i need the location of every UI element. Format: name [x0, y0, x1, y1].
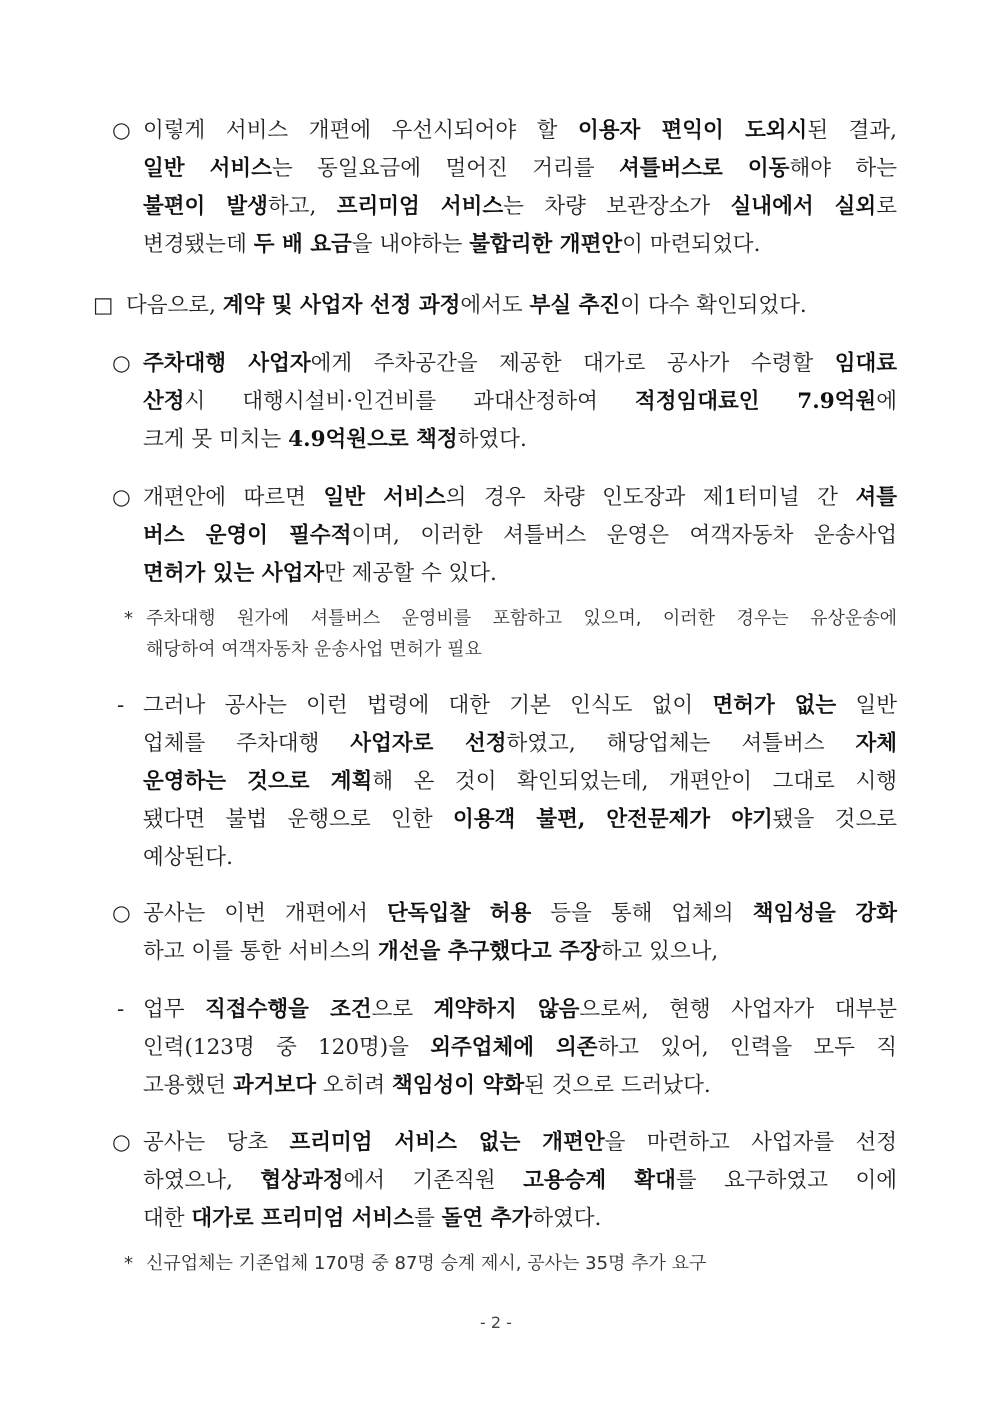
text-run: 됐다면 불법 운행으로 인한 — [143, 807, 453, 832]
text-run: 을 내야하는 — [351, 232, 470, 257]
bold-text: 불편이 발생 — [143, 194, 268, 219]
bold-text: 버스 운영이 필수적 — [143, 523, 352, 548]
bold-text: 계약 및 사업자 선정 과정 — [222, 293, 461, 318]
text-run: 에서 기존직원 — [343, 1168, 524, 1193]
section-contract-selection — [93, 287, 889, 325]
text-run: 됐을 것으로 — [772, 807, 897, 832]
bold-text: 셔틀버스로 이동 — [618, 156, 790, 181]
bold-text: 사업자로 선정 — [350, 731, 507, 756]
text-run: 개편안에 따르면 — [143, 485, 324, 510]
text-run: 으로써, 현행 사업자가 대부분 — [579, 997, 897, 1022]
bold-text: 프리미엄 서비스 — [336, 194, 504, 219]
text-line — [143, 555, 897, 593]
circle-bullet: ○ — [112, 1130, 131, 1155]
text-run: 신규업체는 기존업체 170명 중 87명 승계 제시, 공사는 35명 추가 요구 — [146, 1253, 707, 1274]
text-run: 하였다. — [457, 427, 527, 452]
text-run: 하였고, 해당업체는 셔틀버스 — [506, 731, 856, 756]
text-run: 크게 못 미치는 — [143, 427, 289, 452]
text-run: 만 제공할 수 있다. — [324, 561, 497, 586]
bold-text: 임대료 — [834, 351, 898, 376]
circle-bullet: ○ — [112, 901, 131, 926]
text-line — [143, 725, 897, 763]
bold-text: 돌연 추가 — [441, 1206, 533, 1231]
bold-text: 개선을 추구했다고 주장 — [378, 939, 601, 964]
text-run: 이렇게 서비스 개편에 우선시되어야 할 — [143, 118, 578, 143]
text-run: 에게 주차공간을 제공한 대가로 공사가 수령할 — [310, 351, 835, 376]
bold-text: 산정 — [143, 389, 185, 414]
paragraph-outsourcing — [117, 991, 897, 1105]
text-run: 변경됐는데 — [143, 232, 254, 257]
text-run: 하고 이를 통한 서비스의 — [143, 939, 379, 964]
text-line — [143, 479, 897, 517]
text-run: 하고 있으나, — [600, 939, 719, 964]
text-line — [146, 1248, 897, 1279]
bold-text: 과거보다 — [232, 1073, 316, 1098]
text-line — [146, 603, 897, 634]
text-line — [143, 345, 897, 383]
text-run: 에서도 — [460, 293, 530, 318]
paragraph-single-bid — [112, 895, 897, 971]
text-line — [143, 112, 897, 150]
bold-text: 면허가 있는 사업자 — [143, 561, 325, 586]
text-line — [143, 421, 897, 459]
text-run: 오히려 — [316, 1073, 392, 1098]
text-run: 그러나 공사는 이런 법령에 대한 기본 인식도 없이 — [143, 693, 713, 718]
bold-text: 이용객 불편, 안전문제가 야기 — [452, 807, 773, 832]
text-line — [126, 287, 889, 325]
text-run: 하고, — [267, 194, 337, 219]
text-run: 이 다수 확인되었다. — [620, 293, 807, 318]
text-line — [146, 634, 897, 665]
text-run: 의 경우 차량 인도장과 제1터미널 간 — [445, 485, 856, 510]
paragraph-premium-added — [112, 1124, 897, 1238]
text-run: 으로 — [371, 997, 434, 1022]
bold-text: 불합리한 개편안 — [469, 232, 623, 257]
text-run: 예상된다. — [143, 845, 233, 870]
text-run: 된 것으로 드러났다. — [524, 1073, 711, 1098]
text-run: 해야 하는 — [789, 156, 897, 181]
text-line — [143, 801, 897, 839]
bold-text: 프리미엄 서비스 없는 개편안 — [289, 1130, 605, 1155]
text-line — [143, 150, 897, 188]
bold-text: 협상과정 — [260, 1168, 344, 1193]
bold-text: 이용자 편익이 도외시 — [578, 118, 808, 143]
text-run: 을 마련하고 사업자를 선정 — [604, 1130, 898, 1155]
text-run: 이며, 이러한 셔틀버스 운영은 여객자동차 운송사업 — [351, 523, 897, 548]
paragraph-user-convenience — [112, 112, 897, 264]
text-run: 공사는 당초 — [143, 1130, 290, 1155]
bold-text: 적정임대료인 7.9억원 — [634, 389, 877, 414]
text-line — [143, 895, 897, 933]
note-license-required — [124, 603, 897, 665]
text-run: 로 — [876, 194, 897, 219]
text-line — [143, 991, 897, 1029]
text-run: 하였으나, — [143, 1168, 261, 1193]
text-line — [143, 839, 897, 877]
circle-bullet: ○ — [112, 118, 131, 143]
dash-bullet: - — [117, 693, 125, 718]
text-line — [143, 517, 897, 555]
text-line — [143, 226, 897, 264]
dash-bullet: - — [117, 997, 125, 1022]
paragraph-shuttle-license — [112, 479, 897, 593]
text-run: 대한 — [143, 1206, 192, 1231]
text-line — [143, 1029, 897, 1067]
bold-text: 직접수행을 조건 — [205, 997, 372, 1022]
text-run: 업체를 주차대행 — [143, 731, 351, 756]
text-run: 시 대행시설비·인건비를 과대산정하여 — [184, 389, 635, 414]
text-run: 해당하여 여객자동차 운송사업 면허가 필요 — [146, 639, 482, 660]
bold-text: 일반 서비스 — [143, 156, 272, 181]
text-run: 다음으로, — [126, 293, 223, 318]
text-run: 에 — [876, 389, 897, 414]
circle-bullet: ○ — [112, 485, 131, 510]
text-run: 고용했던 — [143, 1073, 233, 1098]
text-line — [143, 1067, 897, 1105]
bold-text: 책임성을 강화 — [752, 901, 897, 926]
bold-text: 셔틀 — [855, 485, 898, 510]
bold-text: 운영하는 것으로 계획 — [143, 769, 373, 794]
bold-text: 책임성이 약화 — [391, 1073, 525, 1098]
text-run: 업무 — [143, 997, 206, 1022]
text-run: 공사는 이번 개편에서 — [143, 901, 387, 926]
bold-text: 주차대행 사업자 — [143, 351, 311, 376]
text-run: 를 요구하였고 이에 — [675, 1168, 897, 1193]
bold-text: 고용승계 확대 — [523, 1168, 676, 1193]
text-run: 등을 통해 업체의 — [531, 901, 753, 926]
square-bullet: □ — [93, 293, 114, 318]
bold-text: 4.9억원으로 책정 — [288, 427, 458, 452]
bold-text: 단독입찰 허용 — [386, 901, 532, 926]
bold-text: 일반 서비스 — [323, 485, 446, 510]
bold-text: 두 배 요금 — [253, 232, 352, 257]
text-run: 주차대행 원가에 셔틀버스 운영비를 포함하고 있으며, 이러한 경우는 유상운송에 — [146, 608, 897, 629]
text-run: 된 결과, — [807, 118, 897, 143]
bold-text: 실내에서 실외 — [730, 194, 877, 219]
text-line — [143, 1124, 897, 1162]
text-line — [143, 687, 897, 725]
text-run: 는 동일요금에 멀어진 거리를 — [271, 156, 619, 181]
bold-text: 계약하지 않음 — [433, 997, 580, 1022]
text-run: 해 온 것이 확인되었는데, 개편안이 그대로 시행 — [372, 769, 897, 794]
asterisk-note: * — [124, 608, 133, 629]
bold-text: 대가로 프리미엄 서비스 — [191, 1206, 415, 1231]
text-run: 인력(123명 중 120명)을 — [143, 1035, 431, 1060]
text-run: 를 — [414, 1206, 442, 1231]
text-run: 이 마련되었다. — [622, 232, 761, 257]
text-run: 하고 있어, 인력을 모두 직 — [597, 1035, 897, 1060]
asterisk-note: * — [124, 1253, 133, 1274]
text-line — [143, 1162, 897, 1200]
text-line — [143, 1200, 897, 1238]
text-line — [143, 763, 897, 801]
bold-text: 면허가 없는 — [712, 693, 837, 718]
text-run: 는 차량 보관장소가 — [503, 194, 731, 219]
note-employee-succession — [124, 1248, 897, 1279]
text-line — [143, 383, 897, 421]
bold-text: 부실 추진 — [529, 293, 621, 318]
paragraph-unlicensed-operator — [117, 687, 897, 877]
text-run: 일반 — [836, 693, 897, 718]
bold-text: 자체 — [855, 731, 897, 756]
text-line — [143, 188, 897, 226]
text-line — [143, 933, 897, 971]
bold-text: 외주업체에 의존 — [430, 1035, 598, 1060]
page-number: - 2 - — [480, 1313, 512, 1332]
paragraph-rent-calculation — [112, 345, 897, 459]
text-run: 하였다. — [532, 1206, 602, 1231]
circle-bullet: ○ — [112, 351, 131, 376]
